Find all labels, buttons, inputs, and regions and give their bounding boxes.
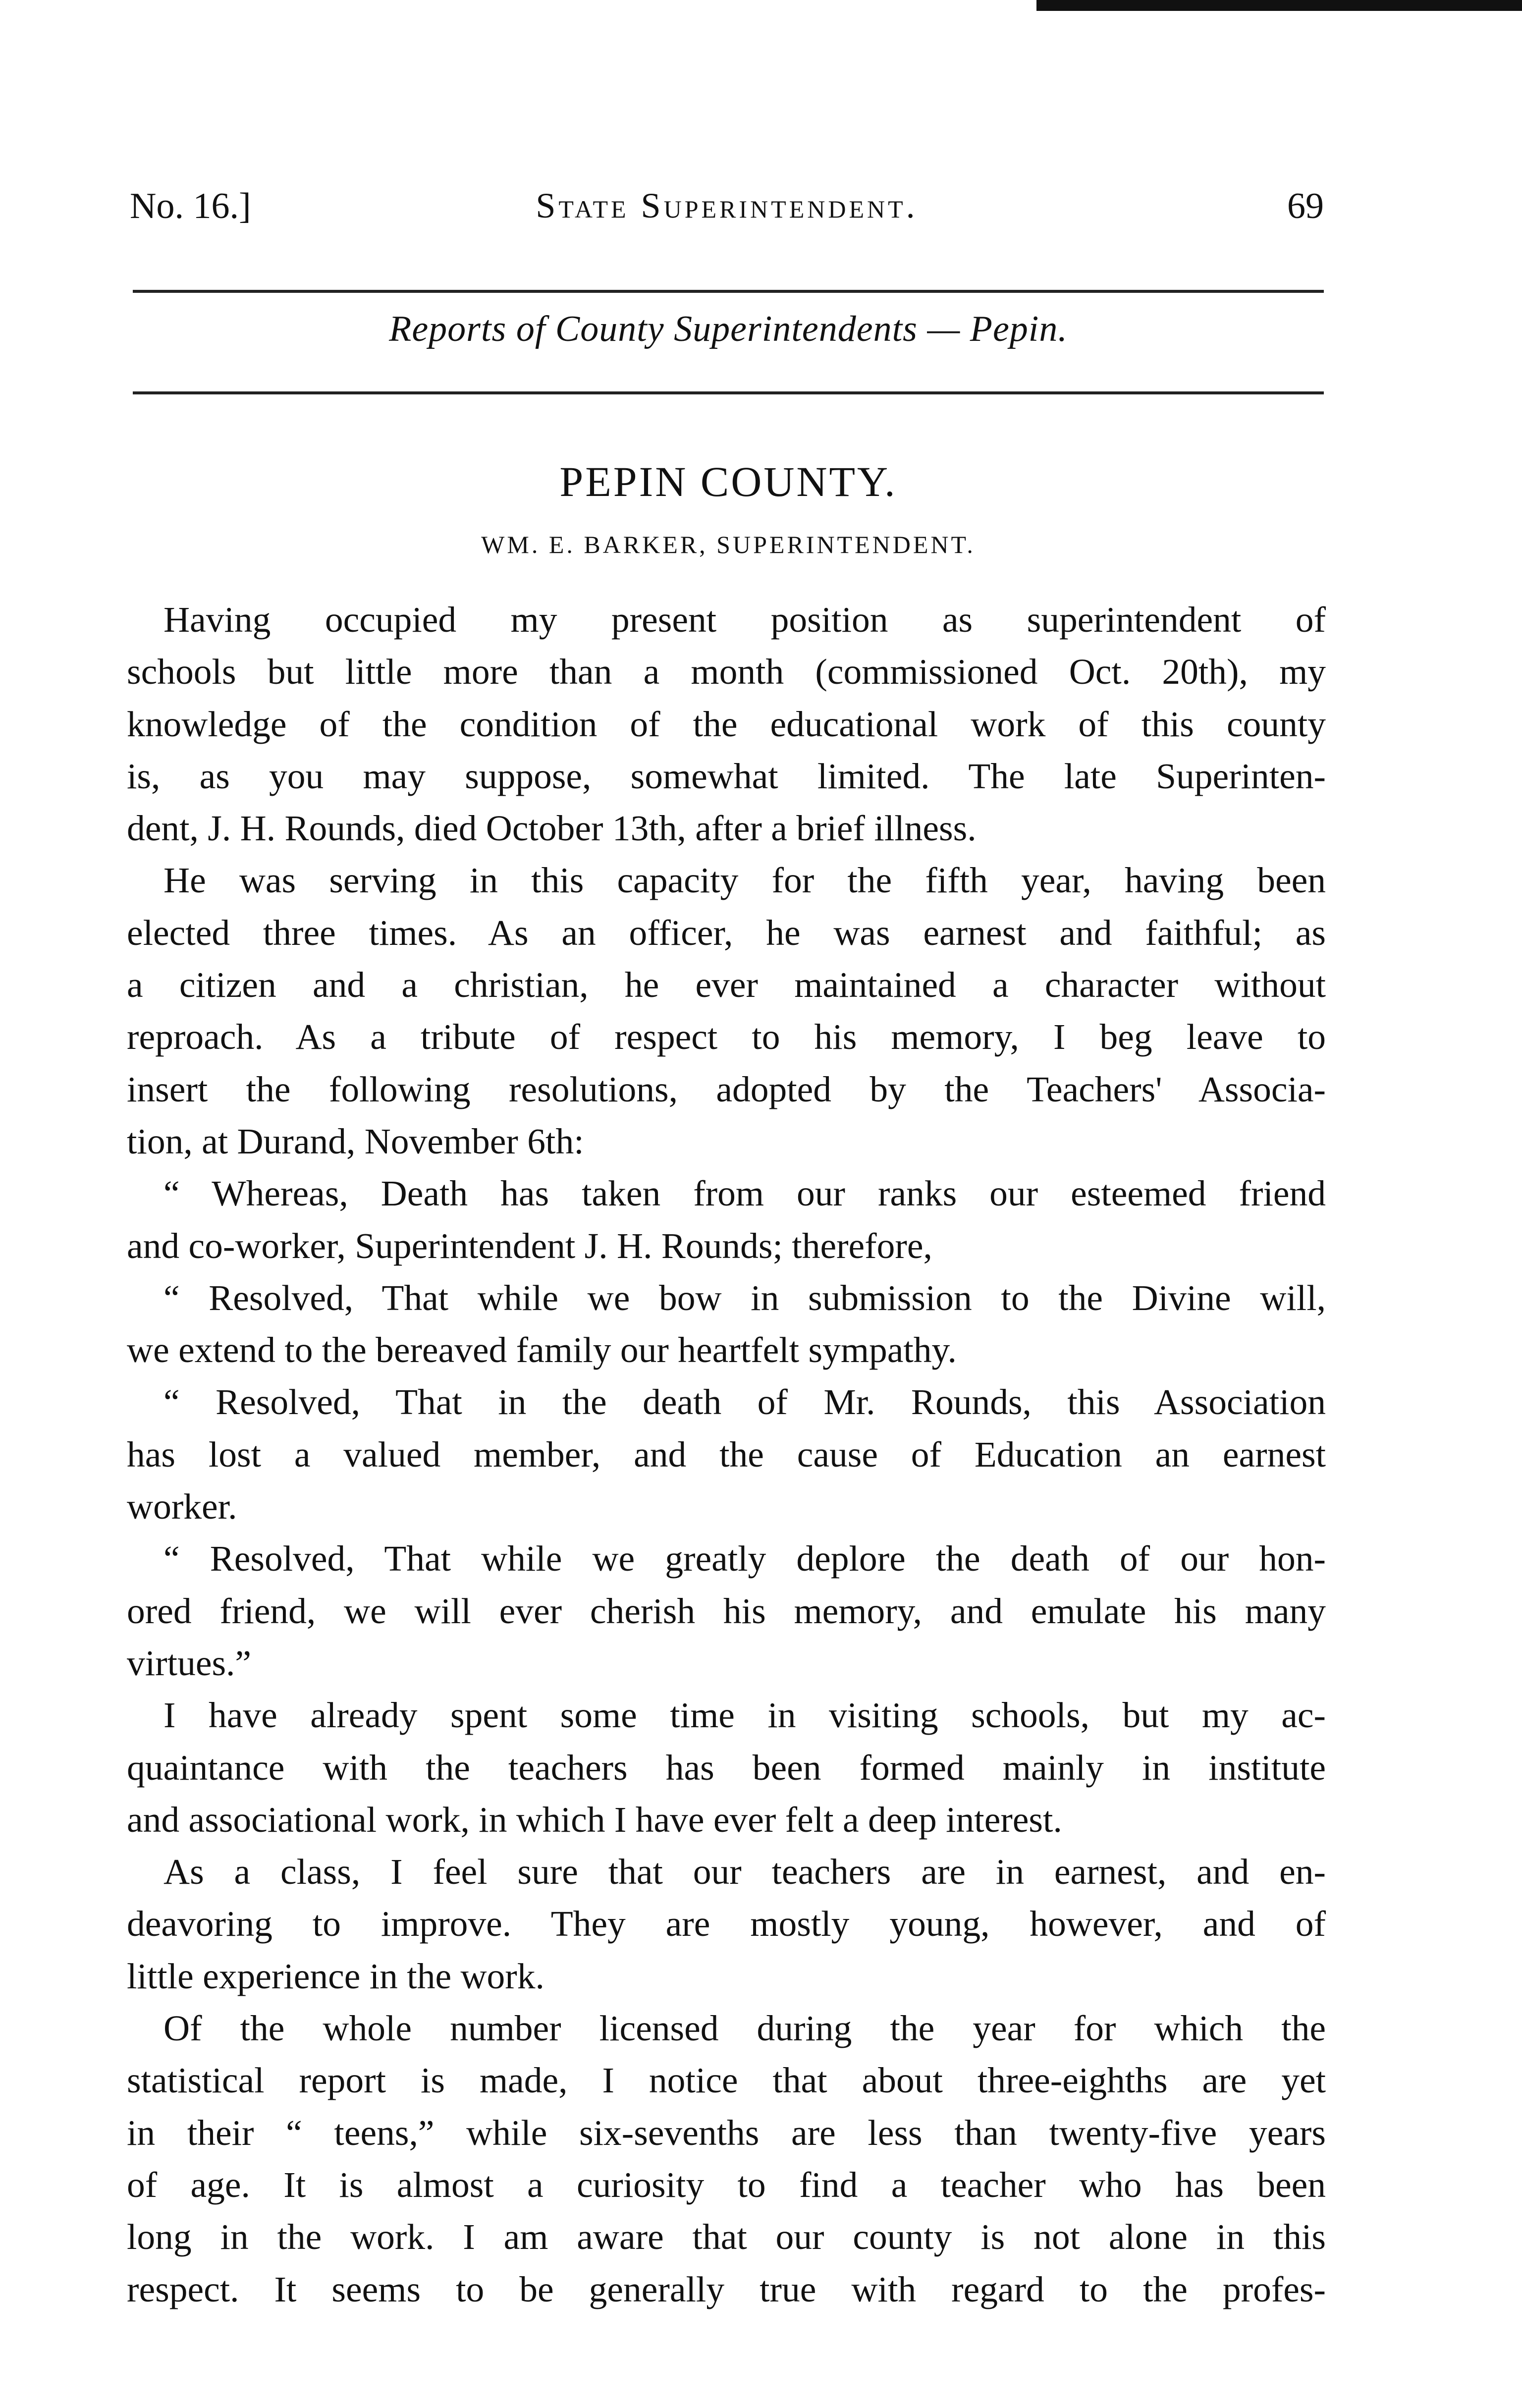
text-line: knowledge of the condition of the educational work of this county (127, 704, 1326, 744)
paragraph (127, 1376, 1326, 1532)
page-header (130, 185, 1324, 240)
text-line: As a class, I feel sure that our teachers are in earnest, and en- (163, 1852, 1326, 1892)
text-line: Of the whole number licensed during the year for which the (163, 2008, 1326, 2049)
text-line: and co-worker, Superintendent J. H. Rounds; therefore, (127, 1225, 932, 1266)
text-line: He was serving in this capacity for the fifth year, having been (163, 860, 1326, 901)
text-line: schools but little more than a month (commissioned Oct. 20th), my (127, 652, 1326, 692)
section-title: PEPIN COUNTY. (559, 458, 897, 505)
paragraph (127, 1532, 1326, 1689)
paragraph (127, 1272, 1326, 1376)
scan-edge-mark (1036, 0, 1522, 11)
header-rule-top (133, 290, 1324, 293)
text-line: quaintance with the teachers has been formed mainly in institute (127, 1747, 1326, 1788)
text-line: has lost a valued member, and the cause of Education an earnest (127, 1434, 1326, 1475)
section-byline: WM. E. BARKER, SUPERINTENDENT. (481, 531, 976, 558)
text-line: respect. It seems to be generally true with regard to the profes- (127, 2269, 1326, 2309)
text-line: elected three times. As an officer, he was earnest and faithful; as (127, 912, 1326, 953)
document-number: No. 16.] (130, 186, 251, 226)
text-line: reproach. As a tribute of respect to his memory, I beg leave to (127, 1017, 1326, 1057)
text-line: little experience in the work. (127, 1956, 544, 1996)
text-line: dent, J. H. Rounds, died October 13th, after a brief illness. (127, 808, 977, 849)
text-line: and associational work, in which I have ever felt a deep interest. (127, 1799, 1062, 1840)
text-line: “ Whereas, Death has taken from our ranks our esteemed friend (163, 1173, 1326, 1214)
text-line: tion, at Durand, November 6th: (127, 1121, 584, 1161)
text-line: statistical report is made, I notice that about three-eighths are yet (127, 2060, 1326, 2101)
text-line: deavoring to improve. They are mostly young, however, and of (127, 1904, 1326, 1944)
text-line: I have already spent some time in visiting schools, but my ac- (163, 1695, 1326, 1736)
text-line: worker. (127, 1486, 237, 1527)
text-line: ored friend, we will ever cherish his memory, and emulate his many (127, 1590, 1326, 1631)
text-line: “ Resolved, That while we greatly deplore the death of our hon- (163, 1538, 1326, 1579)
paragraph (127, 1167, 1326, 1272)
paragraph (127, 2002, 1326, 2315)
text-line: a citizen and a christian, he ever maintained a character without (127, 965, 1326, 1005)
body-text (127, 594, 1326, 2315)
paragraph (127, 854, 1326, 1167)
text-line: Having occupied my present position as superintendent of (163, 600, 1326, 640)
page-number: 69 (1287, 186, 1324, 226)
text-line: is, as you may suppose, somewhat limited. The late Superinten- (127, 756, 1326, 796)
text-line: “ Resolved, That while we bow in submission to the Divine will, (163, 1277, 1326, 1318)
text-line: virtues.” (127, 1642, 252, 1683)
running-title: Reports of County Superintendents — Pepin. (389, 309, 1068, 349)
paragraph (127, 594, 1326, 854)
text-line: “ Resolved, That in the death of Mr. Rounds, this Association (163, 1382, 1326, 1423)
text-line: we extend to the bereaved family our heartfelt sympathy. (127, 1330, 957, 1370)
paragraph (127, 1846, 1326, 2002)
header-title: State Superintendent. (536, 186, 918, 225)
text-line: long in the work. I am aware that our county is not alone in this (127, 2217, 1326, 2257)
text-line: insert the following resolutions, adopted by the Teachers' Associa- (127, 1069, 1326, 1109)
text-line: in their “ teens,” while six-sevenths are less than twenty-five years (127, 2112, 1326, 2153)
header-rule-bottom (133, 391, 1324, 394)
paragraph (127, 1689, 1326, 1846)
text-line: of age. It is almost a curiosity to find a teacher who has been (127, 2164, 1326, 2205)
